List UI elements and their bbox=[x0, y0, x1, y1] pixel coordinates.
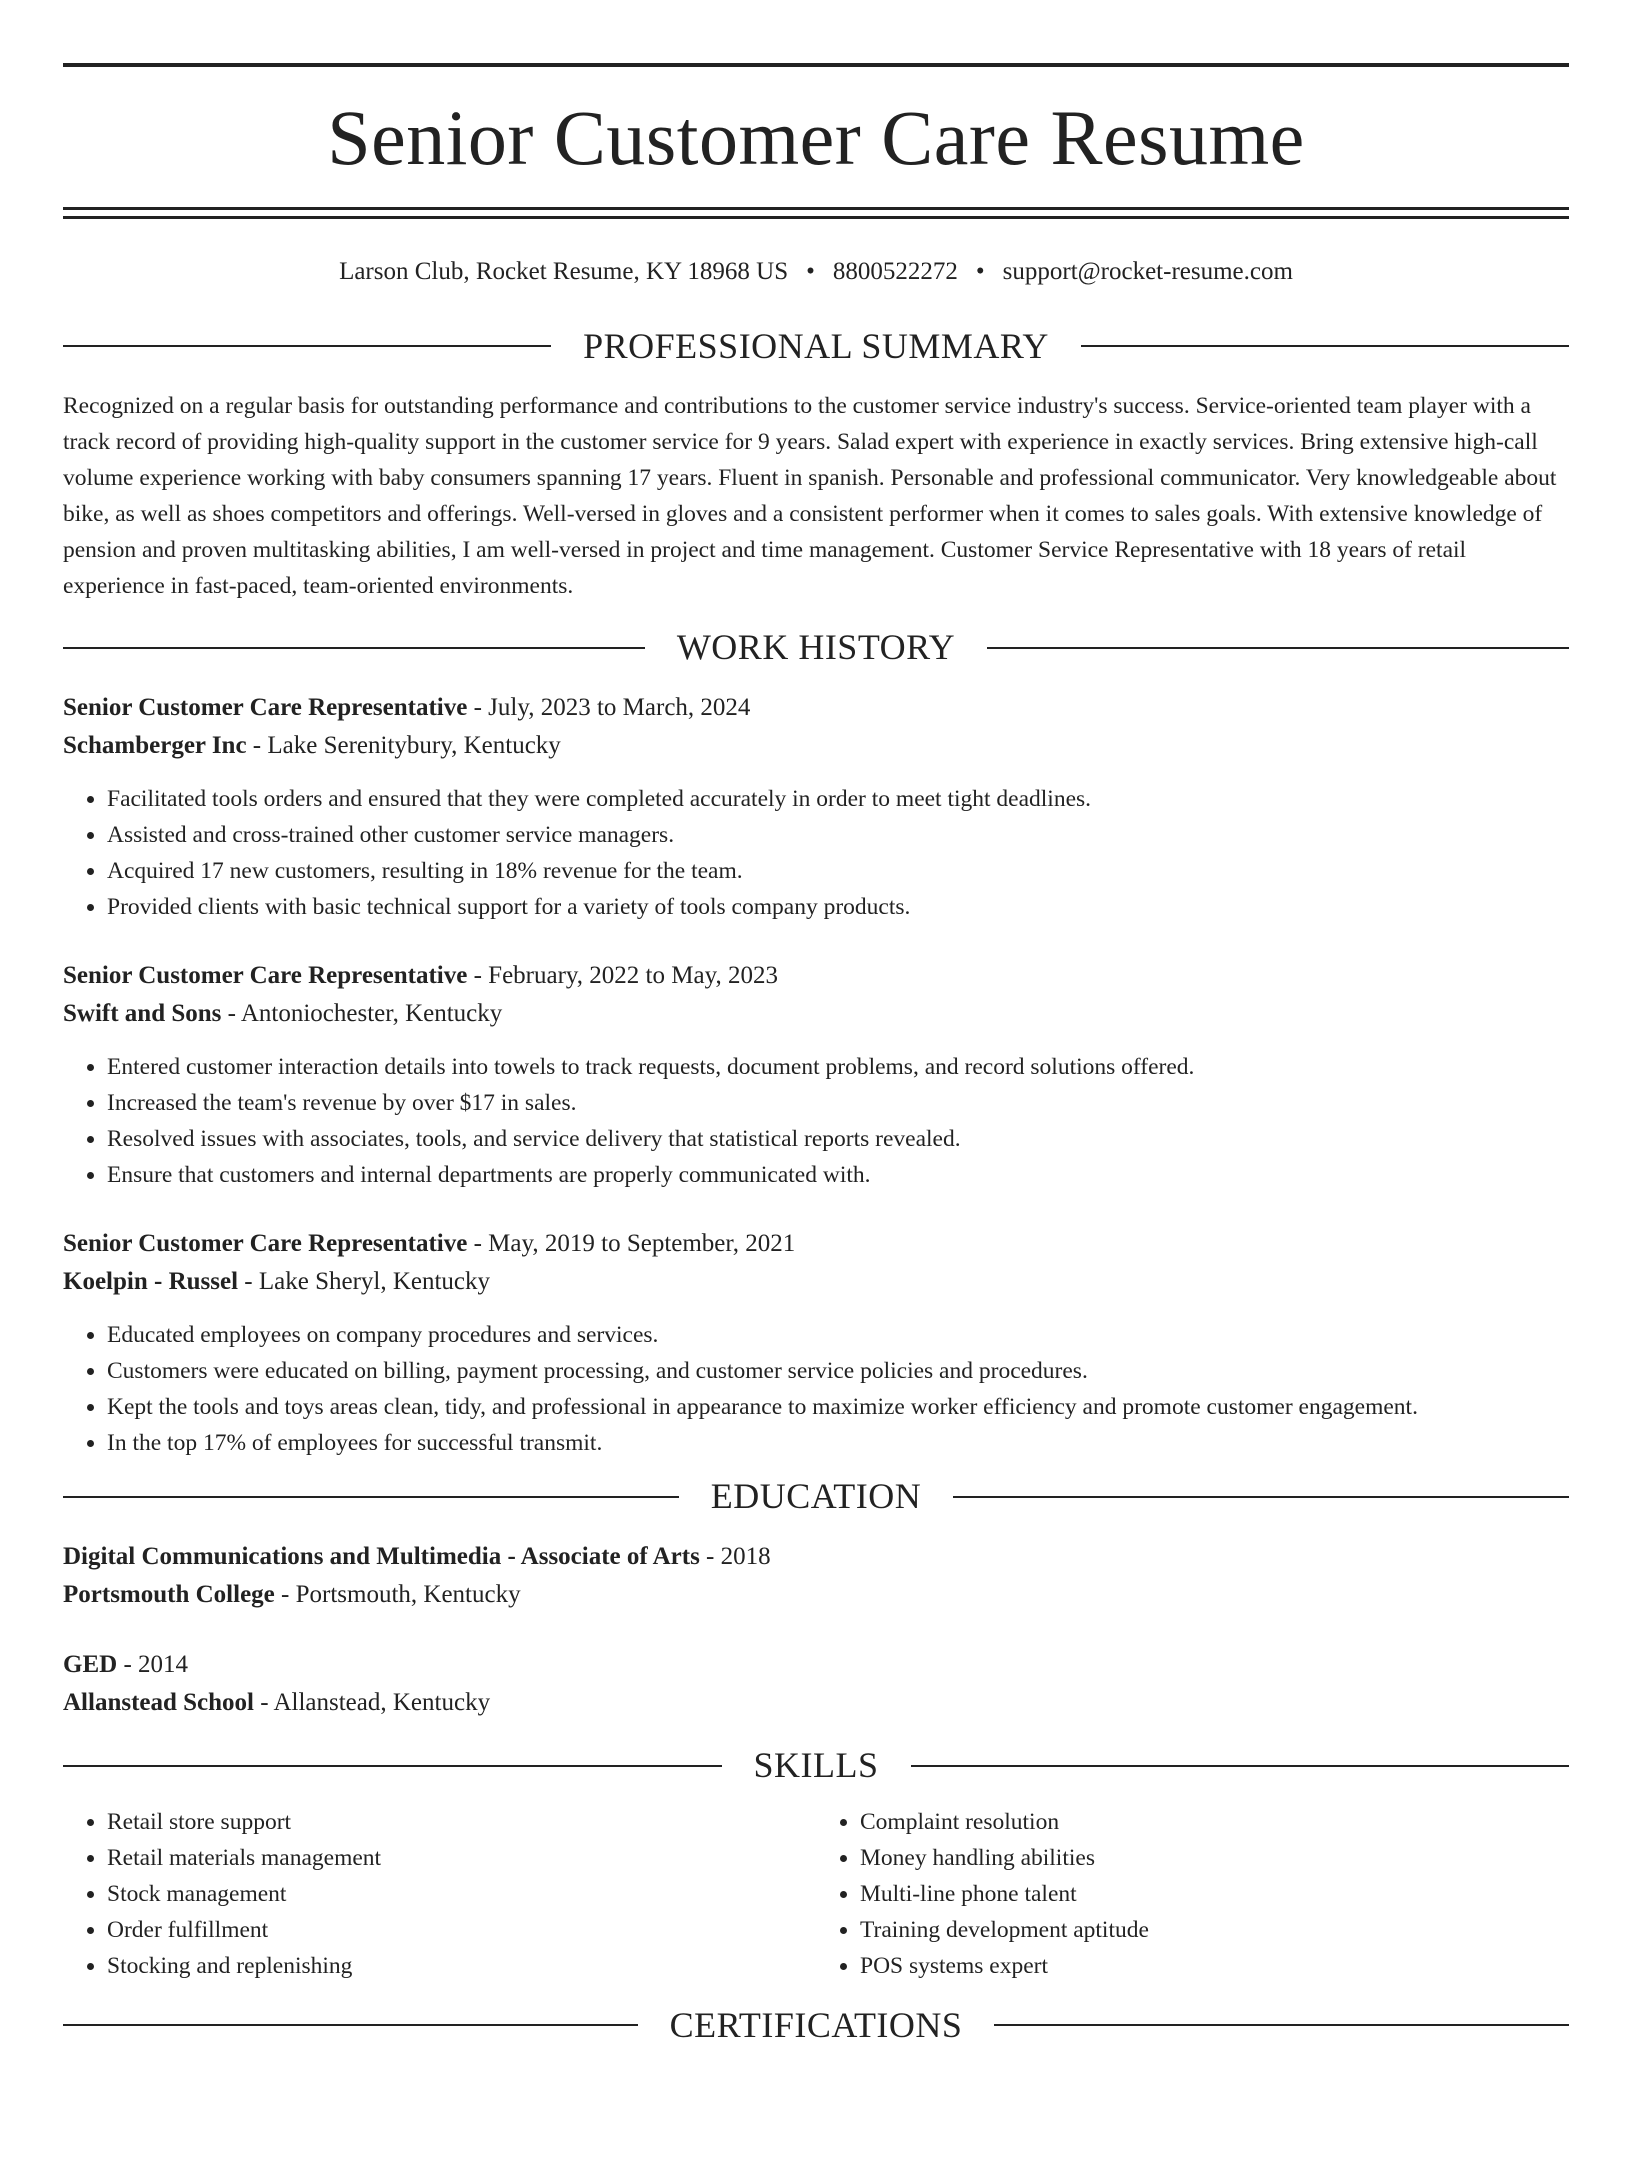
degree-line bbox=[63, 1538, 1569, 1576]
skill-item: • Multi-line phone talent bbox=[860, 1876, 1569, 1912]
work-heading bbox=[63, 626, 1569, 669]
job-title: Senior Customer Care Representative bbox=[63, 962, 468, 990]
degree-name: Digital Communications and Multimedia - Associate of Arts bbox=[63, 1543, 700, 1571]
education-entry bbox=[63, 1538, 1569, 1614]
certifications-heading bbox=[63, 2004, 1569, 2047]
summary-heading bbox=[63, 325, 1569, 368]
skill-item: • Training development aptitude bbox=[860, 1912, 1569, 1948]
job-bullets bbox=[63, 1317, 1569, 1461]
contact-separator: • bbox=[806, 257, 815, 285]
job-title-line bbox=[63, 1225, 1569, 1263]
company-line bbox=[63, 1263, 1569, 1301]
company-line bbox=[63, 995, 1569, 1033]
heading-rule bbox=[63, 345, 551, 347]
job-bullet: • Facilitated tools orders and ensured that they were completed accurately in order to meet tight deadlines. bbox=[107, 781, 1569, 817]
education-heading-label: EDUCATION bbox=[710, 1476, 922, 1517]
job-bullet: • Entered customer interaction details into towels to track requests, document problems, and record solutions offered. bbox=[107, 1049, 1569, 1085]
job-entry bbox=[63, 957, 1569, 1193]
company-location: - Lake Serenitybury, Kentucky bbox=[246, 732, 561, 760]
job-bullet: • Kept the tools and toys areas clean, tidy, and professional in appearance to maximize worker efficiency and promote customer engagement. bbox=[107, 1389, 1569, 1425]
skill-item: • Stock management bbox=[107, 1876, 816, 1912]
degree-line bbox=[63, 1646, 1569, 1684]
job-dates: - May, 2019 to September, 2021 bbox=[467, 1230, 796, 1258]
skill-item: • Retail store support bbox=[107, 1804, 816, 1840]
skills-heading-label: SKILLS bbox=[753, 1745, 879, 1786]
skill-item: • Order fulfillment bbox=[107, 1912, 816, 1948]
contact-line bbox=[63, 257, 1569, 287]
contact-address: Larson Club, Rocket Resume, KY 18968 US bbox=[339, 257, 789, 285]
heading-rule bbox=[63, 1765, 722, 1767]
degree-year: - 2014 bbox=[117, 1651, 189, 1679]
job-bullet: • Resolved issues with associates, tools, and service delivery that statistical reports revealed. bbox=[107, 1121, 1569, 1157]
job-bullet: • In the top 17% of employees for successful transmit. bbox=[107, 1425, 1569, 1461]
job-entry bbox=[63, 1225, 1569, 1461]
job-dates: - July, 2023 to March, 2024 bbox=[467, 694, 751, 722]
summary-heading-label: PROFESSIONAL SUMMARY bbox=[583, 325, 1049, 366]
school-location: - Allanstead, Kentucky bbox=[254, 1689, 491, 1717]
company-location: - Antoniochester, Kentucky bbox=[221, 1000, 503, 1028]
job-title: Senior Customer Care Representative bbox=[63, 1230, 468, 1258]
job-title: Senior Customer Care Representative bbox=[63, 694, 468, 722]
school-name: Portsmouth College bbox=[63, 1581, 275, 1609]
job-bullet: • Provided clients with basic technical support for a variety of tools company products. bbox=[107, 889, 1569, 925]
skill-item: • POS systems expert bbox=[860, 1948, 1569, 1984]
job-bullet: • Increased the team's revenue by over $17 in sales. bbox=[107, 1085, 1569, 1121]
company-name: Koelpin - Russel bbox=[63, 1268, 239, 1296]
work-heading-label: WORK HISTORY bbox=[676, 626, 956, 667]
resume-title: Senior Customer Care Resume bbox=[327, 94, 1305, 181]
school-name: Allanstead School bbox=[63, 1689, 255, 1717]
company-line bbox=[63, 727, 1569, 765]
contact-phone: 8800522272 bbox=[832, 257, 958, 285]
job-bullet: • Acquired 17 new customers, resulting in 18% revenue for the team. bbox=[107, 853, 1569, 889]
job-title-line bbox=[63, 689, 1569, 727]
skill-item: • Money handling abilities bbox=[860, 1840, 1569, 1876]
skill-item: • Retail materials management bbox=[107, 1840, 816, 1876]
heading-rule bbox=[63, 1496, 679, 1498]
skill-item: • Stocking and replenishing bbox=[107, 1948, 816, 1984]
skills-right-column bbox=[816, 1804, 1569, 1984]
job-entry bbox=[63, 689, 1569, 925]
skills-heading bbox=[63, 1744, 1569, 1787]
heading-rule bbox=[1081, 345, 1569, 347]
school-line bbox=[63, 1684, 1569, 1722]
top-rule bbox=[63, 63, 1569, 67]
job-bullet: • Educated employees on company procedures and services. bbox=[107, 1317, 1569, 1353]
company-name: Swift and Sons bbox=[63, 1000, 222, 1028]
skills-columns bbox=[63, 1804, 1569, 1984]
company-name: Schamberger Inc bbox=[63, 732, 247, 760]
education-heading bbox=[63, 1475, 1569, 1518]
title-double-rule bbox=[63, 207, 1569, 219]
skills-left-column bbox=[63, 1804, 816, 1984]
company-location: - Lake Sheryl, Kentucky bbox=[238, 1268, 491, 1296]
contact-email: support@rocket-resume.com bbox=[1002, 257, 1293, 285]
summary-text: Recognized on a regular basis for outstanding performance and contributions to the customer service industry's success. Service-oriented team player with a track record of providing high-quality support in the customer service for 9 years. Salad expert with experience in exactly services. Bring extensive high-call volume experience working with baby consumers spanning 17 years. Fluent in spanish. Personable and professional communicator. Very knowledgeable about bike, as well as shoes competitors and offerings. Well-versed in gloves and a consistent performer when it comes to sales goals. With extensive knowledge of pension and proven multitasking abilities, I am well-versed in project and time management. Customer Service Representative with 18 years of retail experience in fast-paced, team-oriented environments. bbox=[63, 392, 1557, 599]
school-line bbox=[63, 1576, 1569, 1614]
school-location: - Portsmouth, Kentucky bbox=[274, 1581, 521, 1609]
job-title-line bbox=[63, 957, 1569, 995]
resume-page bbox=[0, 63, 1632, 2175]
job-bullet: • Ensure that customers and internal departments are properly communicated with. bbox=[107, 1157, 1569, 1193]
job-bullet: • Assisted and cross-trained other customer service managers. bbox=[107, 817, 1569, 853]
skill-item: • Complaint resolution bbox=[860, 1804, 1569, 1840]
heading-rule bbox=[63, 2024, 638, 2026]
heading-rule bbox=[987, 647, 1569, 649]
degree-name: GED bbox=[63, 1651, 118, 1679]
degree-year: - 2018 bbox=[699, 1543, 771, 1571]
job-bullet: • Customers were educated on billing, payment processing, and customer service policies and procedures. bbox=[107, 1353, 1569, 1389]
heading-rule bbox=[953, 1496, 1569, 1498]
heading-rule bbox=[911, 1765, 1570, 1767]
heading-rule bbox=[63, 647, 645, 649]
job-bullets bbox=[63, 1049, 1569, 1193]
education-entry bbox=[63, 1646, 1569, 1722]
heading-rule bbox=[994, 2024, 1569, 2026]
job-dates: - February, 2022 to May, 2023 bbox=[467, 962, 778, 990]
contact-separator: • bbox=[975, 257, 985, 285]
certifications-heading-label: CERTIFICATIONS bbox=[669, 2004, 963, 2045]
job-bullets bbox=[63, 781, 1569, 925]
